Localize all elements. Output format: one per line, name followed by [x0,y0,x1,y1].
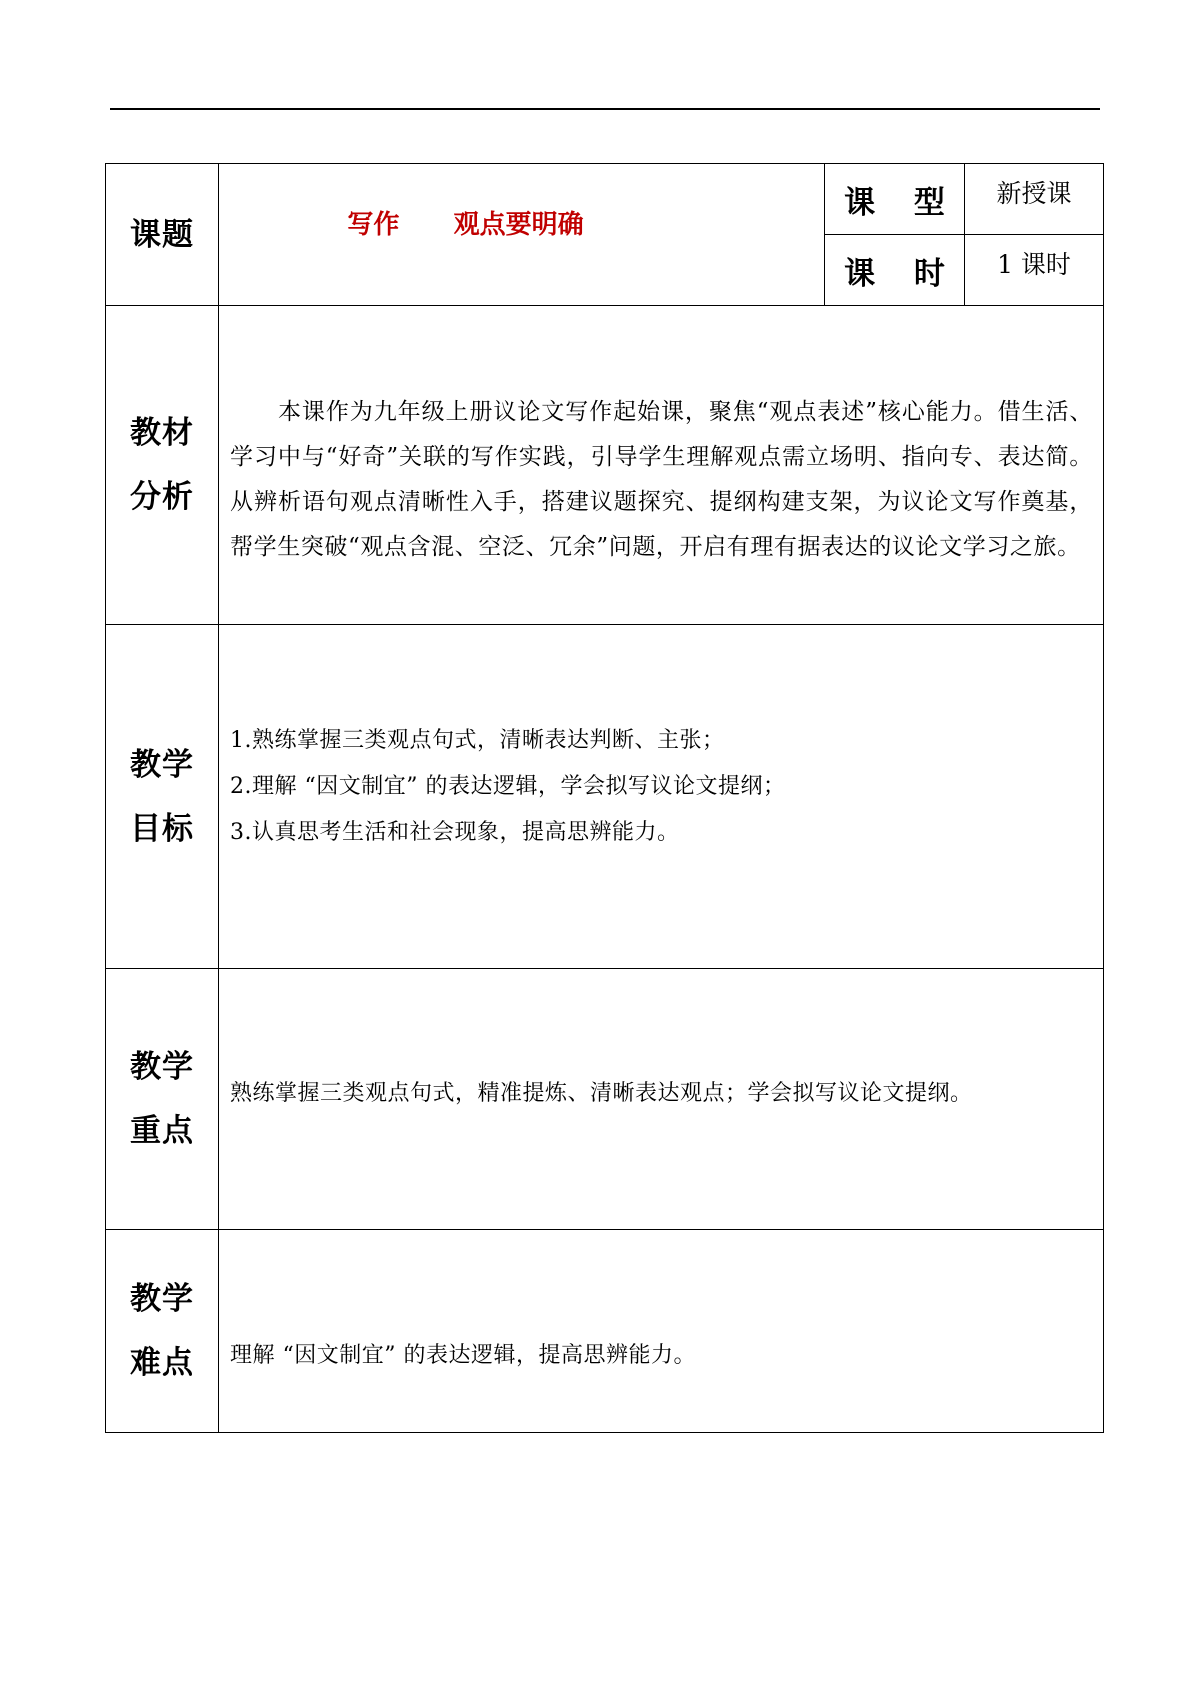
material-row [106,306,1104,625]
difficulties-text: 理解 “因文制宜” 的表达逻辑，提高思辨能力。 [230,1342,696,1368]
hours-label: 课 时 [844,255,959,292]
goals-list [219,718,1103,856]
material-text: 本课作为九年级上册议论文写作起始课，聚焦“观点表述”核心能力。借生活、学习中与“好奇”关联的写作实践，引导学生理解观点需立场明、指向专、表达简。从辨析语句观点清晰性入手，搭建议题探究、提纲构建支架，为议论文写作奠基，帮学生突破“观点含混、空泛、冗余”问题，开启有理有据表达的议论文学习之旅。 [230,398,1093,560]
hours-value-cell [965,235,1104,306]
topic-label: 课题 [130,216,194,253]
key-points-content-cell [219,969,1104,1230]
topic-label-cell [106,164,219,306]
lesson-title: 写作 观点要明确 [347,210,584,240]
key-points-label: 教学重点 [130,1049,194,1149]
difficulties-row [106,1230,1104,1433]
goal-item: 2.理解 “因文制宜” 的表达逻辑，学会拟写议论文提纲； [230,773,786,799]
key-points-label-cell [106,969,219,1230]
goal-item: 1.熟练掌握三类观点句式，清晰表达判断、主张； [230,727,725,753]
type-label: 课 型 [844,184,959,221]
key-points-text: 熟练掌握三类观点句式，精准提炼、清晰表达观点；学会拟写议论文提纲。 [230,1081,973,1106]
material-content-cell [219,306,1104,625]
type-value-cell [965,164,1104,235]
topic-row [106,164,1104,235]
title-cell [219,164,825,306]
goals-row [106,625,1104,969]
type-value: 新授课 [996,179,1072,208]
hours-label-cell [825,235,965,306]
goal-item: 3.认真思考生活和社会现象，提高思辨能力。 [230,819,680,845]
hours-value: 1 课时 [997,250,1071,279]
material-label-cell [106,306,219,625]
goals-content-cell [219,625,1104,969]
header-rule [110,108,1100,110]
difficulties-label-cell [106,1230,219,1433]
lesson-plan-table [105,163,1104,1433]
goals-label-cell [106,625,219,969]
material-label: 教材分析 [130,415,194,515]
difficulties-content-cell [219,1230,1104,1433]
type-label-cell [825,164,965,235]
difficulties-label: 教学难点 [130,1281,194,1381]
goals-label: 教学目标 [130,746,194,847]
key-points-row [106,969,1104,1230]
